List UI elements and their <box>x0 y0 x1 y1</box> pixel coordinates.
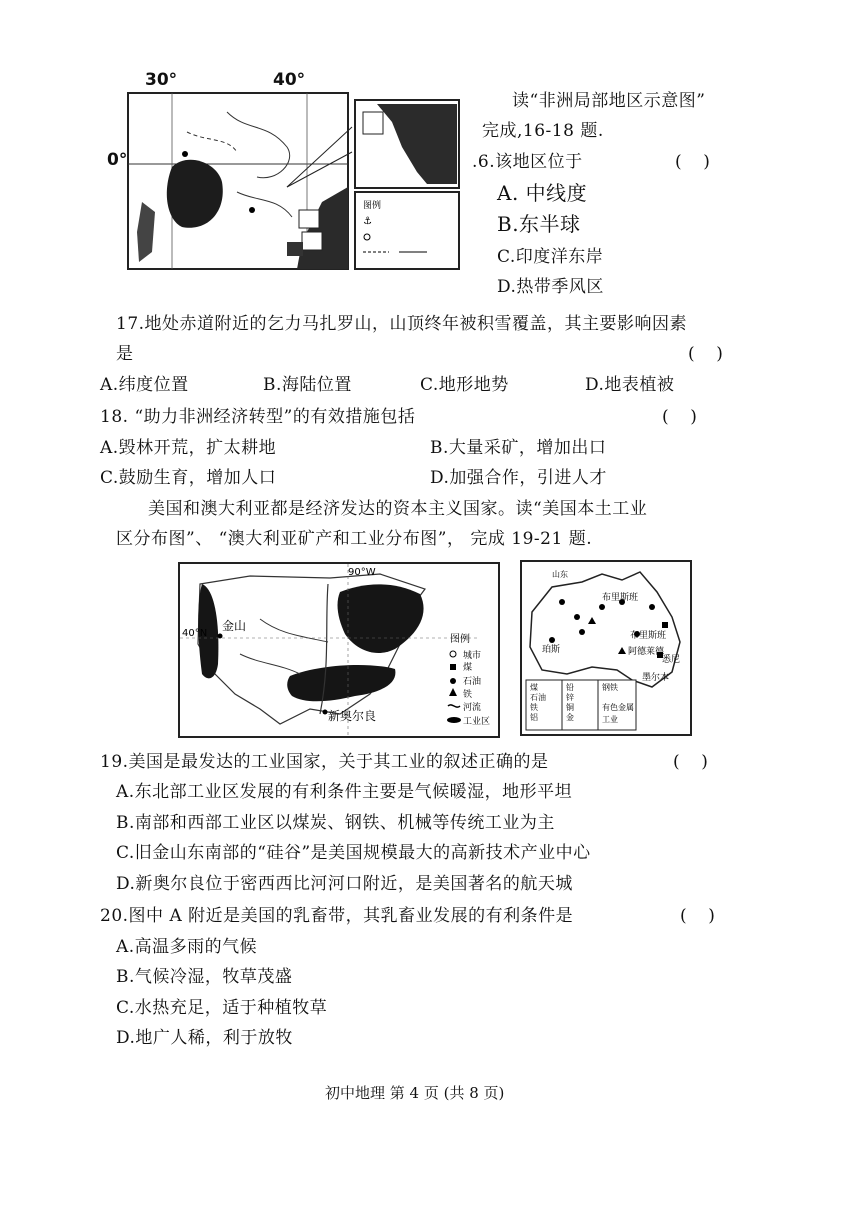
q18-option-d[interactable]: D.加强合作，引进人才 <box>430 468 607 488</box>
san-francisco-label: 金山 <box>222 619 247 633</box>
q20-stem: 20.图中 A 附近是美国的乳畜带，其乳畜业发展的有利条件是 <box>100 906 574 926</box>
page-footer: 初中地理 第 4 页 (共 8 页) <box>325 1084 505 1102</box>
q19-stem: 19.美国是最发达的工业国家，关于其工业的叙述正确的是 <box>100 752 549 772</box>
q20-option-d[interactable]: D.地广人稀，利于放牧 <box>116 1028 293 1048</box>
aus-legend-steel: 钢铁 <box>602 683 618 692</box>
q16-option-b[interactable]: B.东半球 <box>497 212 581 236</box>
usa-legend-oil: 石油 <box>463 677 482 687</box>
usa-lat-label: 40°N <box>182 628 208 639</box>
q17-option-d[interactable]: D.地表植被 <box>585 375 675 395</box>
q16-option-a[interactable]: A. 中线度 <box>497 181 588 205</box>
q18-stem: 18. “助力非洲经济转型”的有效措施包括 <box>100 407 416 427</box>
q16-answer-bracket[interactable]: ( ) <box>675 152 710 172</box>
intro-19-21-line1: 美国和澳大利亚都是经济发达的资本主义国家。读“美国本土工业 <box>148 499 648 519</box>
aus-legend-copper: 铜 <box>566 703 574 712</box>
q16-option-c[interactable]: C.印度洋东岸 <box>497 247 604 267</box>
usa-legend-iron: 铁 <box>463 690 473 700</box>
q19-option-b[interactable]: B.南部和西部工业区以煤炭、钢铁、机械等传统工业为主 <box>116 813 555 833</box>
aus-label-brisbane: 布里斯班 <box>602 593 639 603</box>
aus-legend-lead: 铅 <box>566 683 574 692</box>
usa-map-graphic <box>180 564 498 736</box>
usa-legend-industry: 工业区 <box>463 717 491 727</box>
q17-stem-line2: 是 <box>116 344 134 364</box>
q17-option-a[interactable]: A.纬度位置 <box>100 375 189 395</box>
aus-label-brisbane-2: 布里斯班 <box>630 631 667 641</box>
q16-option-d[interactable]: D.热带季风区 <box>497 277 604 297</box>
aus-legend-iron: 铁 <box>530 703 538 712</box>
q20-answer-bracket[interactable]: ( ) <box>680 906 715 926</box>
australia-map-graphic <box>522 562 690 734</box>
intro-19-21-line2: 区分布图”、 “澳大利亚矿产和工业分布图”， 完成 19-21 题. <box>116 529 593 549</box>
usa-legend-title: 图例 <box>450 634 470 645</box>
q19-option-d[interactable]: D.新奥尔良位于密西西比河河口附近，是美国著名的航天城 <box>116 874 573 894</box>
q17-answer-bracket[interactable]: ( ) <box>688 344 723 364</box>
q19-option-c[interactable]: C.旧金山东南部的“硅谷”是美国规模最大的高新技术产业中心 <box>116 843 591 863</box>
q17-option-b[interactable]: B.海陆位置 <box>263 375 352 395</box>
q17-stem-line1: 17.地处赤道附近的乞力马扎罗山，山顶终年被积雪覆盖，其主要影响因素 <box>116 314 688 334</box>
aus-legend-zinc: 锌 <box>566 693 574 702</box>
q18-option-c[interactable]: C.鼓励生育，增加人口 <box>100 468 277 488</box>
q19-option-a[interactable]: A.东北部工业区发展的有利条件主要是气候暖湿，地形平坦 <box>116 782 573 802</box>
northeast-industrial-zone <box>338 584 424 653</box>
q18-option-b[interactable]: B.大量采矿，增加出口 <box>430 438 607 458</box>
lon-30-label: 30° <box>145 70 178 90</box>
aus-label-perth: 珀斯 <box>542 645 561 655</box>
aus-legend-industry: 工业 <box>602 715 618 724</box>
aus-legend-coal: 煤 <box>530 683 538 692</box>
aus-label-shandong: 山东 <box>552 570 568 579</box>
africa-legend-title: 图例 <box>363 201 382 211</box>
usa-legend-city: 城市 <box>463 651 482 661</box>
africa-map-figure <box>105 68 465 278</box>
intro-16-18-line2: 完成,16-18 题. <box>482 121 604 141</box>
q17-option-c[interactable]: C.地形地势 <box>420 375 509 395</box>
lat-0-label: 0° <box>107 150 128 170</box>
q20-option-c[interactable]: C.水热充足，适于种植牧草 <box>116 998 328 1018</box>
lon-40-label: 40° <box>273 70 306 90</box>
q20-option-b[interactable]: B.气候冷湿，牧草茂盛 <box>116 967 293 987</box>
aus-legend-oil: 石油 <box>530 693 546 702</box>
svg-text:⚓: ⚓ <box>363 216 372 227</box>
southern-industrial-zone <box>287 665 395 701</box>
q19-answer-bracket[interactable]: ( ) <box>673 752 708 772</box>
q16-stem: .6.该地区位于 <box>472 152 583 172</box>
q18-answer-bracket[interactable]: ( ) <box>662 407 697 427</box>
q18-option-a[interactable]: A.毁林开荒，扩太耕地 <box>100 438 277 458</box>
new-orleans-label: 新奥尔良 <box>328 709 377 723</box>
australia-industry-map <box>520 560 692 736</box>
aus-legend-gold: 金 <box>566 713 574 722</box>
aus-label-melbourne: 墨尔本 <box>642 673 670 683</box>
africa-map-graphic <box>127 92 462 272</box>
usa-industry-map <box>178 562 500 738</box>
aus-label-sydney: 悉尼 <box>662 655 681 665</box>
usa-lon-label: 90°W <box>348 567 376 578</box>
q20-option-a[interactable]: A.高温多雨的气候 <box>116 937 258 957</box>
aus-label-adelaide: 阿德莱德 <box>628 647 665 657</box>
intro-16-18-line1: 读“非洲局部地区示意图” <box>512 91 706 111</box>
usa-legend-river: 河流 <box>463 703 482 713</box>
aus-legend-nonferrous: 有色金属 <box>602 703 634 712</box>
aus-legend-aluminum: 铝 <box>530 713 538 722</box>
usa-legend-coal: 煤 <box>463 663 473 673</box>
